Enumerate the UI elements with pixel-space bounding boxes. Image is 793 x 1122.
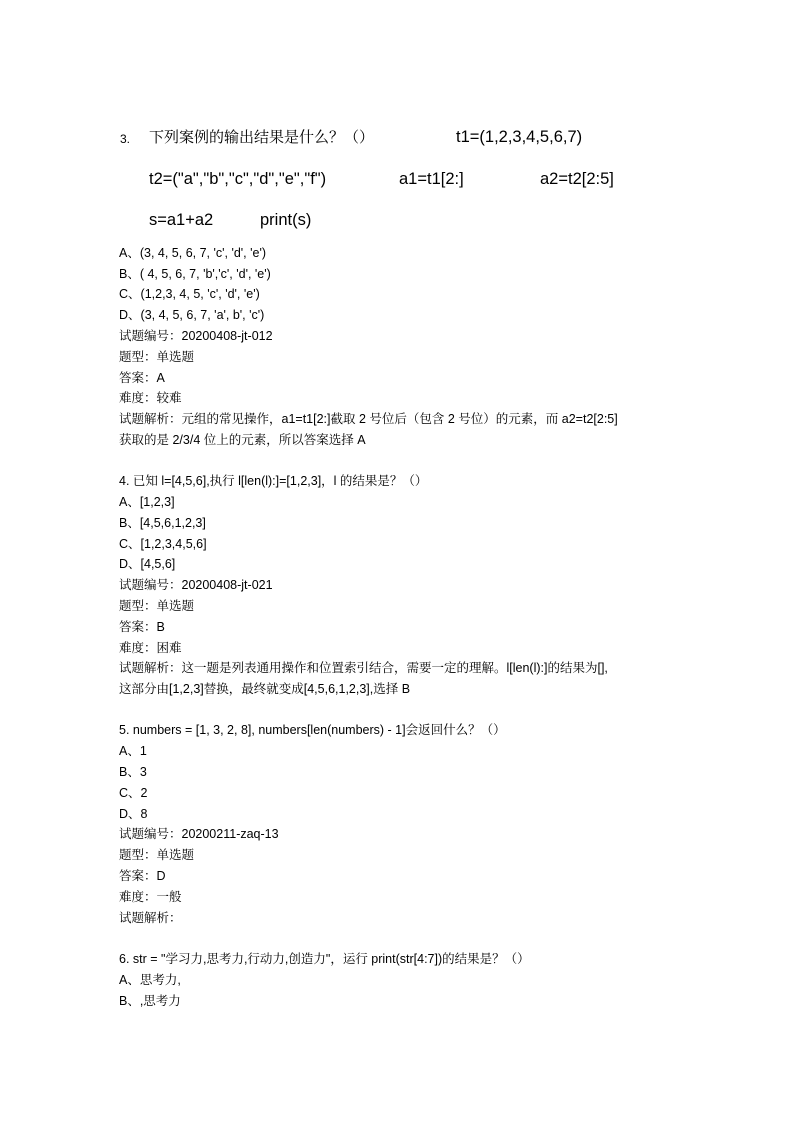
q3-id: 试题编号：20200408-jt-012 — [119, 329, 273, 343]
q3-option-c: C、(1,2,3, 4, 5, 'c', 'd', 'e') — [119, 287, 260, 301]
q3-analysis-line1: 试题解析：元组的常见操作，a1=t1[2:]截取 2 号位后（包含 2 号位）的元素，而 a2=t2[2:5] — [119, 412, 618, 426]
q4-option-a: A、[1,2,3] — [119, 495, 175, 509]
q5-difficulty: 难度：一般 — [119, 890, 182, 904]
q6-option-a: A、思考力, — [119, 973, 181, 987]
q6-stem: 6. str = "学习力,思考力,行动力,创造力"，运行 print(str[4:7])的结果是？（） — [119, 952, 530, 966]
q5-answer: 答案：D — [119, 869, 166, 883]
q3-type: 题型：单选题 — [119, 350, 195, 364]
q3-code-t1: t1=(1,2,3,4,5,6,7) — [456, 128, 583, 146]
q3-option-d: D、(3, 4, 5, 6, 7, 'a', b', 'c') — [119, 308, 265, 322]
q5-option-a: A、1 — [119, 744, 147, 758]
q4-option-c: C、[1,2,3,4,5,6] — [119, 537, 207, 551]
q4-option-b: B、[4,5,6,1,2,3] — [119, 516, 206, 530]
q3-difficulty: 难度：较难 — [119, 391, 182, 405]
q3-option-a: A、(3, 4, 5, 6, 7, 'c', 'd', 'e') — [119, 246, 267, 260]
q4-analysis-line1: 试题解析：这一题是列表通用操作和位置索引结合，需要一定的理解。l[len(l):]的结果为[], — [119, 661, 608, 675]
q5-option-c: C、2 — [119, 786, 148, 800]
q3-analysis-line2: 获取的是 2/3/4 位上的元素，所以答案选择 A — [119, 433, 366, 447]
q5-id: 试题编号：20200211-zaq-13 — [119, 827, 279, 841]
q4-answer: 答案：B — [119, 620, 165, 634]
q3-number: 3. — [120, 132, 131, 146]
q3-code-a2: a2=t2[2:5] — [540, 170, 614, 188]
q3-answer: 答案：A — [119, 371, 165, 385]
q5-analysis-line1: 试题解析： — [119, 911, 182, 925]
q3-code-a1: a1=t1[2:] — [399, 170, 464, 188]
q4-option-d: D、[4,5,6] — [119, 557, 176, 571]
q5-stem: 5. numbers = [1, 3, 2, 8], numbers[len(numbers) - 1]会返回什么？（） — [119, 723, 506, 737]
q5-type: 题型：单选题 — [119, 848, 195, 862]
q3-code-s: s=a1+a2 — [149, 211, 214, 229]
q4-type: 题型：单选题 — [119, 599, 195, 613]
q4-id: 试题编号：20200408-jt-021 — [119, 578, 273, 592]
q4-stem: 4. 已知 l=[4,5,6],执行 l[len(l):]=[1,2,3]，l 的结果是？（） — [119, 474, 428, 488]
q3-option-b: B、( 4, 5, 6, 7, 'b','c', 'd', 'e') — [119, 267, 271, 281]
q3-stem: 下列案例的输出结果是什么？（） — [149, 129, 375, 146]
q6-option-b: B、,思考力 — [119, 994, 181, 1008]
q5-option-d: D、8 — [119, 807, 148, 821]
q3-code-t2: t2=("a","b","c","d","e","f") — [149, 170, 327, 188]
q3-code-print: print(s) — [260, 211, 312, 229]
q4-analysis-line2: 这部分由[1,2,3]替换，最终就变成[4,5,6,1,2,3],选择 B — [119, 682, 411, 696]
q5-option-b: B、3 — [119, 765, 147, 779]
q4-difficulty: 难度：困难 — [119, 641, 182, 655]
